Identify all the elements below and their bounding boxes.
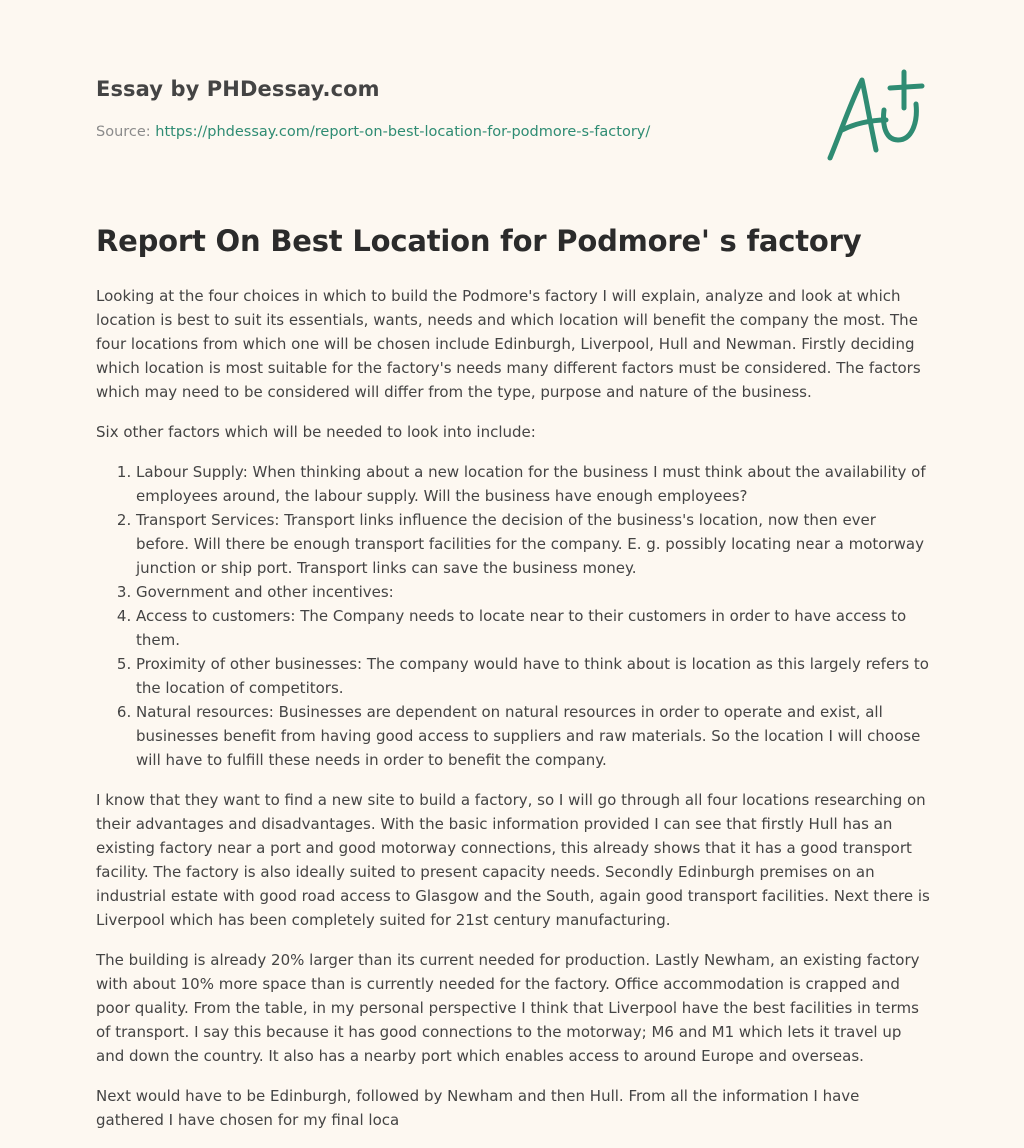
list-item: 5. Proximity of other businesses: The company would have to think about is location as this largely refers to the location of competitors. (136, 652, 932, 700)
list-item: 6. Natural resources: Businesses are dependent on natural resources in order to operate and exist, all businesses benefit from having good access to suppliers and raw materials. So the location I will choose will have to fulfill these needs in order to benefit the company. (136, 700, 932, 772)
site-title: Essay by PHDessay.com (96, 77, 380, 101)
source-link[interactable]: https://phdessay.com/report-on-best-location-for-podmore-s-factory/ (155, 124, 651, 140)
list-item: 3. Government and other incentives: (136, 580, 932, 604)
list-item: 1. Labour Supply: When thinking about a new location for the business I must think about the availability of employees around, the labour supply. Will the business have enough employees? (136, 460, 932, 508)
source-label: Source: (96, 124, 151, 140)
list-item: 2. Transport Services: Transport links influence the decision of the business's location, now then ever before. Will there be enough transport facilities for the company. E. g. possibly locating near a motorway junction or ship port. Transport links can save the business money. (136, 508, 932, 580)
list-item: 4. Access to customers: The Company needs to locate near to their customers in order to have access to them. (136, 604, 932, 652)
factors-list (96, 460, 932, 772)
a-plus-grade-icon (818, 64, 930, 168)
building-paragraph: The building is already 20% larger than its current needed for production. Lastly Newham, an existing factory with about 10% more space than is currently needed for the factory. Office accommodation is crapped and poor quality. From the table, in my personal perspective I think that Liverpool have the best facilities in terms of transport. I say this because it has good connections to the motorway; M6 and M1 which lets it travel up and down the country. It also has a nearby port which enables access to around Europe and overseas. (96, 951, 920, 1065)
essay-body (96, 284, 932, 1148)
locations-paragraph: I know that they want to find a new site to build a factory, so I will go through all four locations researching on their advantages and disadvantages. With the basic information provided I can see that firstly Hull has an existing factory near a port and good motorway connections, this already shows that it has a good transport facility. The factory is also ideally suited to present capacity needs. Secondly Edinburgh premises on an industrial estate with good road access to Glasgow and the South, again good transport facilities. Next there is Liverpool which has been completely suited for 21st century manufacturing. (96, 791, 930, 929)
final-paragraph: Next would have to be Edinburgh, followed by Newham and then Hull. From all the information I have gathered I have chosen for my final loca (96, 1087, 860, 1129)
intro-paragraph: Looking at the four choices in which to build the Podmore's factory I will explain, analyze and look at which location is best to suit its essentials, wants, needs and which location will benefit the company the most. The four locations from which one will be chosen include Edinburgh, Liverpool, Hull and Newman. Firstly deciding which location is most suitable for the factory's needs many different factors must be considered. The factors which may need to be considered will differ from the type, purpose and nature of the business. (96, 287, 921, 401)
source-line (96, 124, 650, 140)
factors-intro: Six other factors which will be needed to look into include: (96, 423, 536, 441)
essay-title: Report On Best Location for Podmore' s factory (96, 224, 862, 258)
